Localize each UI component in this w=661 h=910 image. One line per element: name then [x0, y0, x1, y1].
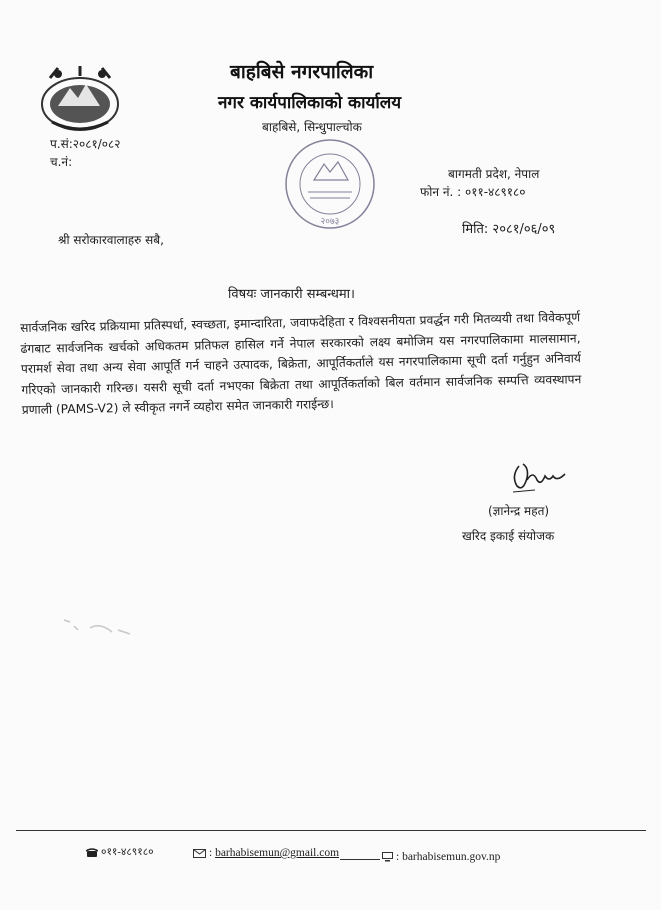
letter-footer	[0, 845, 661, 865]
nepal-emblem-icon	[38, 64, 122, 134]
office-name: नगर कार्यपालिकाको कार्यालय	[218, 93, 402, 113]
footer-email: : barhabisemun@gmail.com	[193, 847, 339, 859]
stamp-year: २०७३	[320, 217, 340, 227]
telephone-icon	[86, 848, 98, 857]
letter-date: मिति: २०८१/०६/०९	[462, 222, 556, 237]
subject-line: विषयः जानकारी सम्बन्धमा।	[228, 287, 355, 302]
footer-divider	[16, 830, 646, 831]
signatory-name: (ज्ञानेन्द्र महत)	[488, 504, 550, 518]
footer-phone	[86, 845, 154, 859]
envelope-icon	[193, 849, 206, 858]
office-seal-stamp	[280, 134, 380, 234]
reference-number: प.सं:२०८१/०८२	[50, 137, 121, 151]
dispatch-number: च.नं:	[50, 155, 73, 169]
org-name: बाहबिसे नगरपालिका	[230, 61, 374, 83]
signatory-title: खरिद इकाई संयोजक	[462, 529, 555, 543]
footer-underline	[340, 859, 380, 860]
office-address: बाहबिसे, सिन्धुपाल्चोक	[262, 120, 362, 134]
footer-email-value[interactable]: barhabisemun@gmail.com	[215, 847, 340, 859]
scan-smudge	[60, 608, 140, 638]
recipient: श्री सरोकारवालाहरु सबै,	[58, 233, 164, 247]
office-phone: फोन नं. : ०११-४८९१८०	[420, 185, 526, 199]
footer-phone-value: ०११-४८९१८०	[101, 847, 154, 858]
computer-icon	[382, 852, 393, 862]
signature	[505, 456, 575, 498]
letter-body: सार्वजनिक खरिद प्रक्रियामा प्रतिस्पर्धा, स्वच्छता, इमान्दारिता, जवाफदेहिता र विश्वसनीयता प्रवर्द्धन गरी मितव्ययी तथा विवेकपूर्ण ढंगबाट सार्वजनिक खर्चको अधिकतम प्रतिफल हासिल गर्ने नेपाल सरकारको लक्ष्य बमोजिम यस नगरपालिकामा मालसामान, परामर्श सेवा तथा अन्य सेवा आपूर्ति गर्न चाहने उत्पादक, बिक्रेता, आपूर्तिकर्ताले यस नगरपालिकामा सूची दर्ता गर्नुहुन अनिवार्य गरिएको जानकारी गरिन्छ। यसरी सूची दर्ता नभएका बिक्रेता तथा आपूर्तिकर्ताको बिल वर्तमान सार्वजनिक सम्पत्ति व्यवस्थापन प्रणाली (PAMS-V2) ले स्वीकृत नगर्ने व्यहोरा समेत जानकारी गराईन्छ।	[20, 310, 582, 417]
province: बागमती प्रदेश, नेपाल	[448, 167, 540, 181]
footer-website: : barhabisemun.gov.np	[382, 851, 500, 863]
footer-website-value[interactable]: barhabisemun.gov.np	[402, 851, 501, 863]
